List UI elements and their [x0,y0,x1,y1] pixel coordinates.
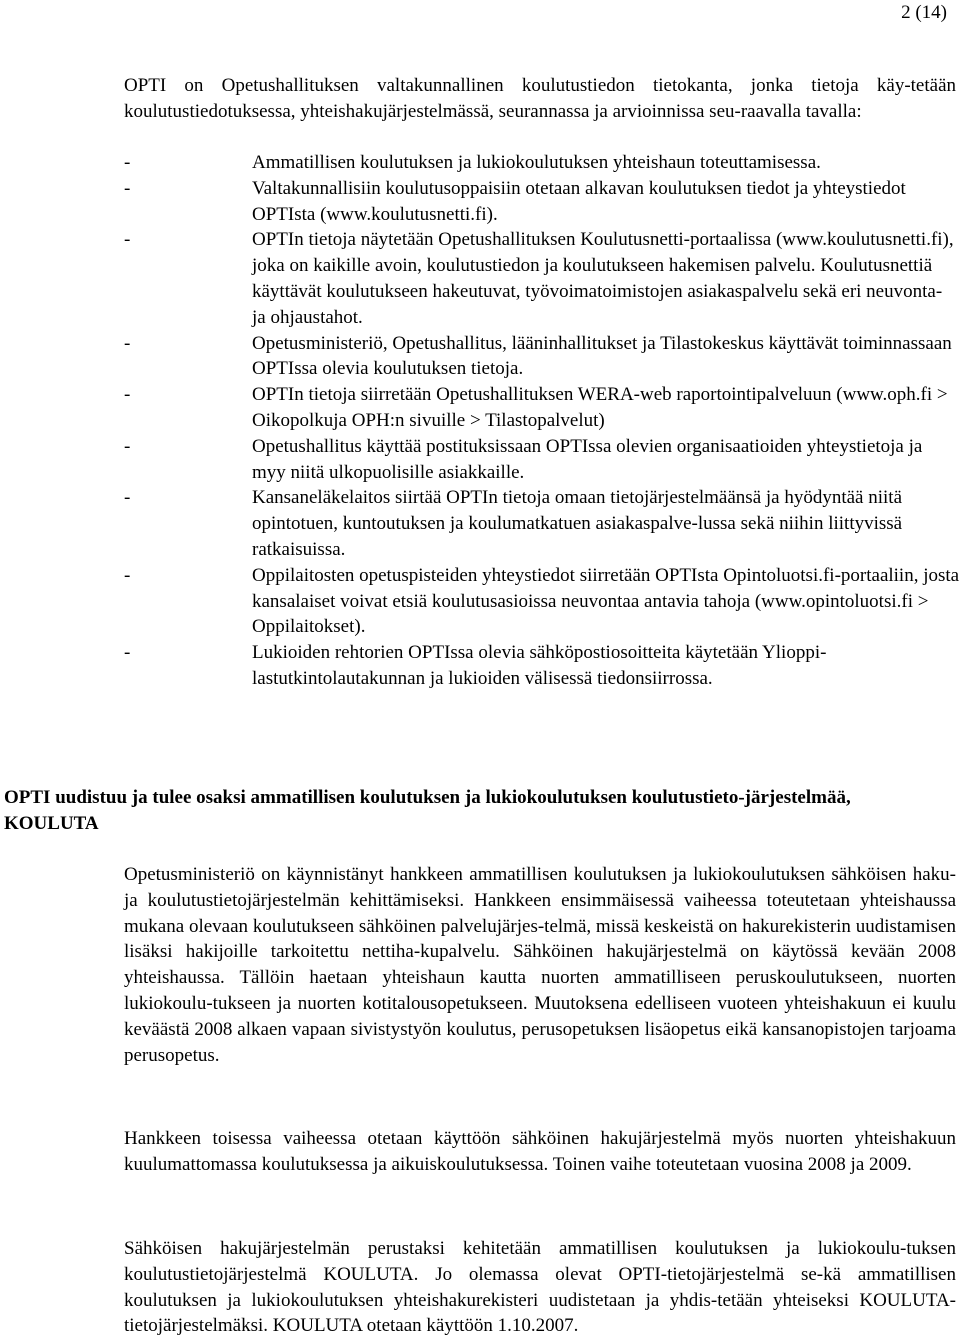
list-item-text: OPTIn tietoja näytetään Opetushallituksen Koulutusnetti-portaalissa (www.koulutusnetti.fi), joka on kaikille avoin, koulutustiedon ja koulutukseen hakemisen palvelu. Koulutusnettiä käyttävät koulutukseen hakeutuvat, työvoimatoimistojen asiakaspalvelu sekä eri neuvonta- ja ohjaustahot. [252,229,954,328]
list-item [124,485,960,562]
dash-bullet: - [124,229,131,251]
usage-list [124,150,960,692]
dash-bullet: - [124,332,131,354]
list-item-text: Valtakunnallisiin koulutusoppaisiin otetaan alkavan koulutuksen tiedot ja yhteystiedot OPTIsta (www.koulutusnetti.fi). [252,177,906,225]
list-item [124,434,960,486]
dash-bullet: - [124,177,131,199]
intro-paragraph: OPTI on Opetushallituksen valtakunnallinen koulutustiedon tietokanta, jonka tietoja käy-tetään koulutustiedotuksessa, yhteishakujärjestelmässä, seurannassa ja arvioinnissa seu-raavalla tavalla: [124,75,956,122]
dash-bullet: - [124,642,131,664]
list-item-text: OPTIn tietoja siirretään Opetushallituksen WERA-web raportointipalveluun (www.oph.fi > Oikopolkuja OPH:n sivuille > Tilastopalvelut) [252,384,948,431]
list-item [124,563,960,640]
list-item [124,176,960,228]
list-item-text: Ammatillisen koulutuksen ja lukiokoulutuksen yhteishaun toteuttamisessa. [252,152,821,173]
list-item-text: Opetusministeriö, Opetushallitus, lääninhallitukset ja Tilastokeskus käyttävät toiminnassaan OPTIssa olevia koulutuksen tietoja. [252,332,952,380]
list-item-text: Opetushallitus käyttää postituksissaan OPTIssa olevien organisaatioiden yhteystietoja ja myy niitä ulkopuolisille asiakkaille. [252,435,923,483]
dash-bullet: - [124,384,131,406]
list-item [124,331,960,383]
dash-bullet: - [124,564,131,586]
list-item [124,150,960,176]
list-item [124,382,960,434]
dash-bullet: - [124,435,131,457]
list-item-text: Oppilaitosten opetuspisteiden yhteystiedot siirretään OPTIsta Opintoluotsi.fi-portaaliin, josta kansalaiset voivat etsiä koulutusasioissa neuvontaa antavia tahoja (www.opintoluotsi.fi > Oppilaitokset). [252,564,960,638]
page-number: 2 (14) [901,2,947,23]
dash-bullet: - [124,152,131,173]
dash-bullet: - [124,487,131,509]
list-item-text: Lukioiden rehtorien OPTIssa olevia sähköpostiosoitteita käytetään Ylioppi-lastutkintolautakunnan ja lukioiden välisessä tiedonsiirrossa. [252,642,827,689]
list-item [124,227,960,330]
list-item [124,640,960,692]
body-paragraph: Sähköisen hakujärjestelmän perustaksi kehitetään ammatillisen koulutuksen ja lukiokoulu-tuksen koulutustietojärjestelmä KOULUTA. Jo olemassa olevat OPTI-tietojärjestelmä se-kä ammatillisen koulutuksen ja lukiokoulutuksen yhteishakurekisteri uudistetaan ja yhdis-tetään yhteiseksi KOULUTA-tietojärjestelmäksi. KOULUTA otetaan käyttöön 1.10.2007. [124,1238,956,1337]
section-heading: OPTI uudistuu ja tulee osaksi ammatillisen koulutuksen ja lukiokoulutuksen koulutustieto-järjestelmää, KOULUTA [4,787,851,834]
body-paragraph: Opetusministeriö on käynnistänyt hankkeen ammatillisen koulutuksen ja lukiokoulutuksen sähköisen haku- ja koulutustietojärjestelmän kehittämiseksi. Hankkeen ensimmäisessä vaiheessa toteutetaan yhteishaussa mukana olevaan koulutukseen sähköinen palvelujärjes-telmä, missä keskeistä on hakurekisterin uudistamisen lisäksi hakijoille tarkoitettu nettiha-kupalvelu. Sähköinen hakujärjestelmä on käytössä kevään 2008 yhteishaussa. Tällöin haetaan yhteishaun kautta nuorten ammatilliseen peruskoulutukseen, nuorten lukiokoulu-tukseen ja nuorten kotitalousopetukseen. Muutoksena edelliseen vuoteen yhteishakuun ei kuulu keväästä 2008 alkaen vapaan sivistystyön koulutus, perusopetuksen lisäopetus eikä kansanopistojen tarjoama perusopetus. [124,864,956,1066]
list-item-text: Kansaneläkelaitos siirtää OPTIn tietoja omaan tietojärjestelmäänsä ja hyödyntää niitä opintotuen, kuntoutuksen ja koulumatkatuen asiakaspalve-lussa sekä niihin liittyvissä ratkaisuissa. [252,487,903,560]
body-paragraph: Hankkeen toisessa vaiheessa otetaan käyttöön sähköinen hakujärjestelmä myös nuorten yhteishakuun kuulumattomassa koulutuksessa ja aikuiskoulutuksessa. Toinen vaihe toteutetaan vuosina 2008 ja 2009. [124,1128,956,1175]
